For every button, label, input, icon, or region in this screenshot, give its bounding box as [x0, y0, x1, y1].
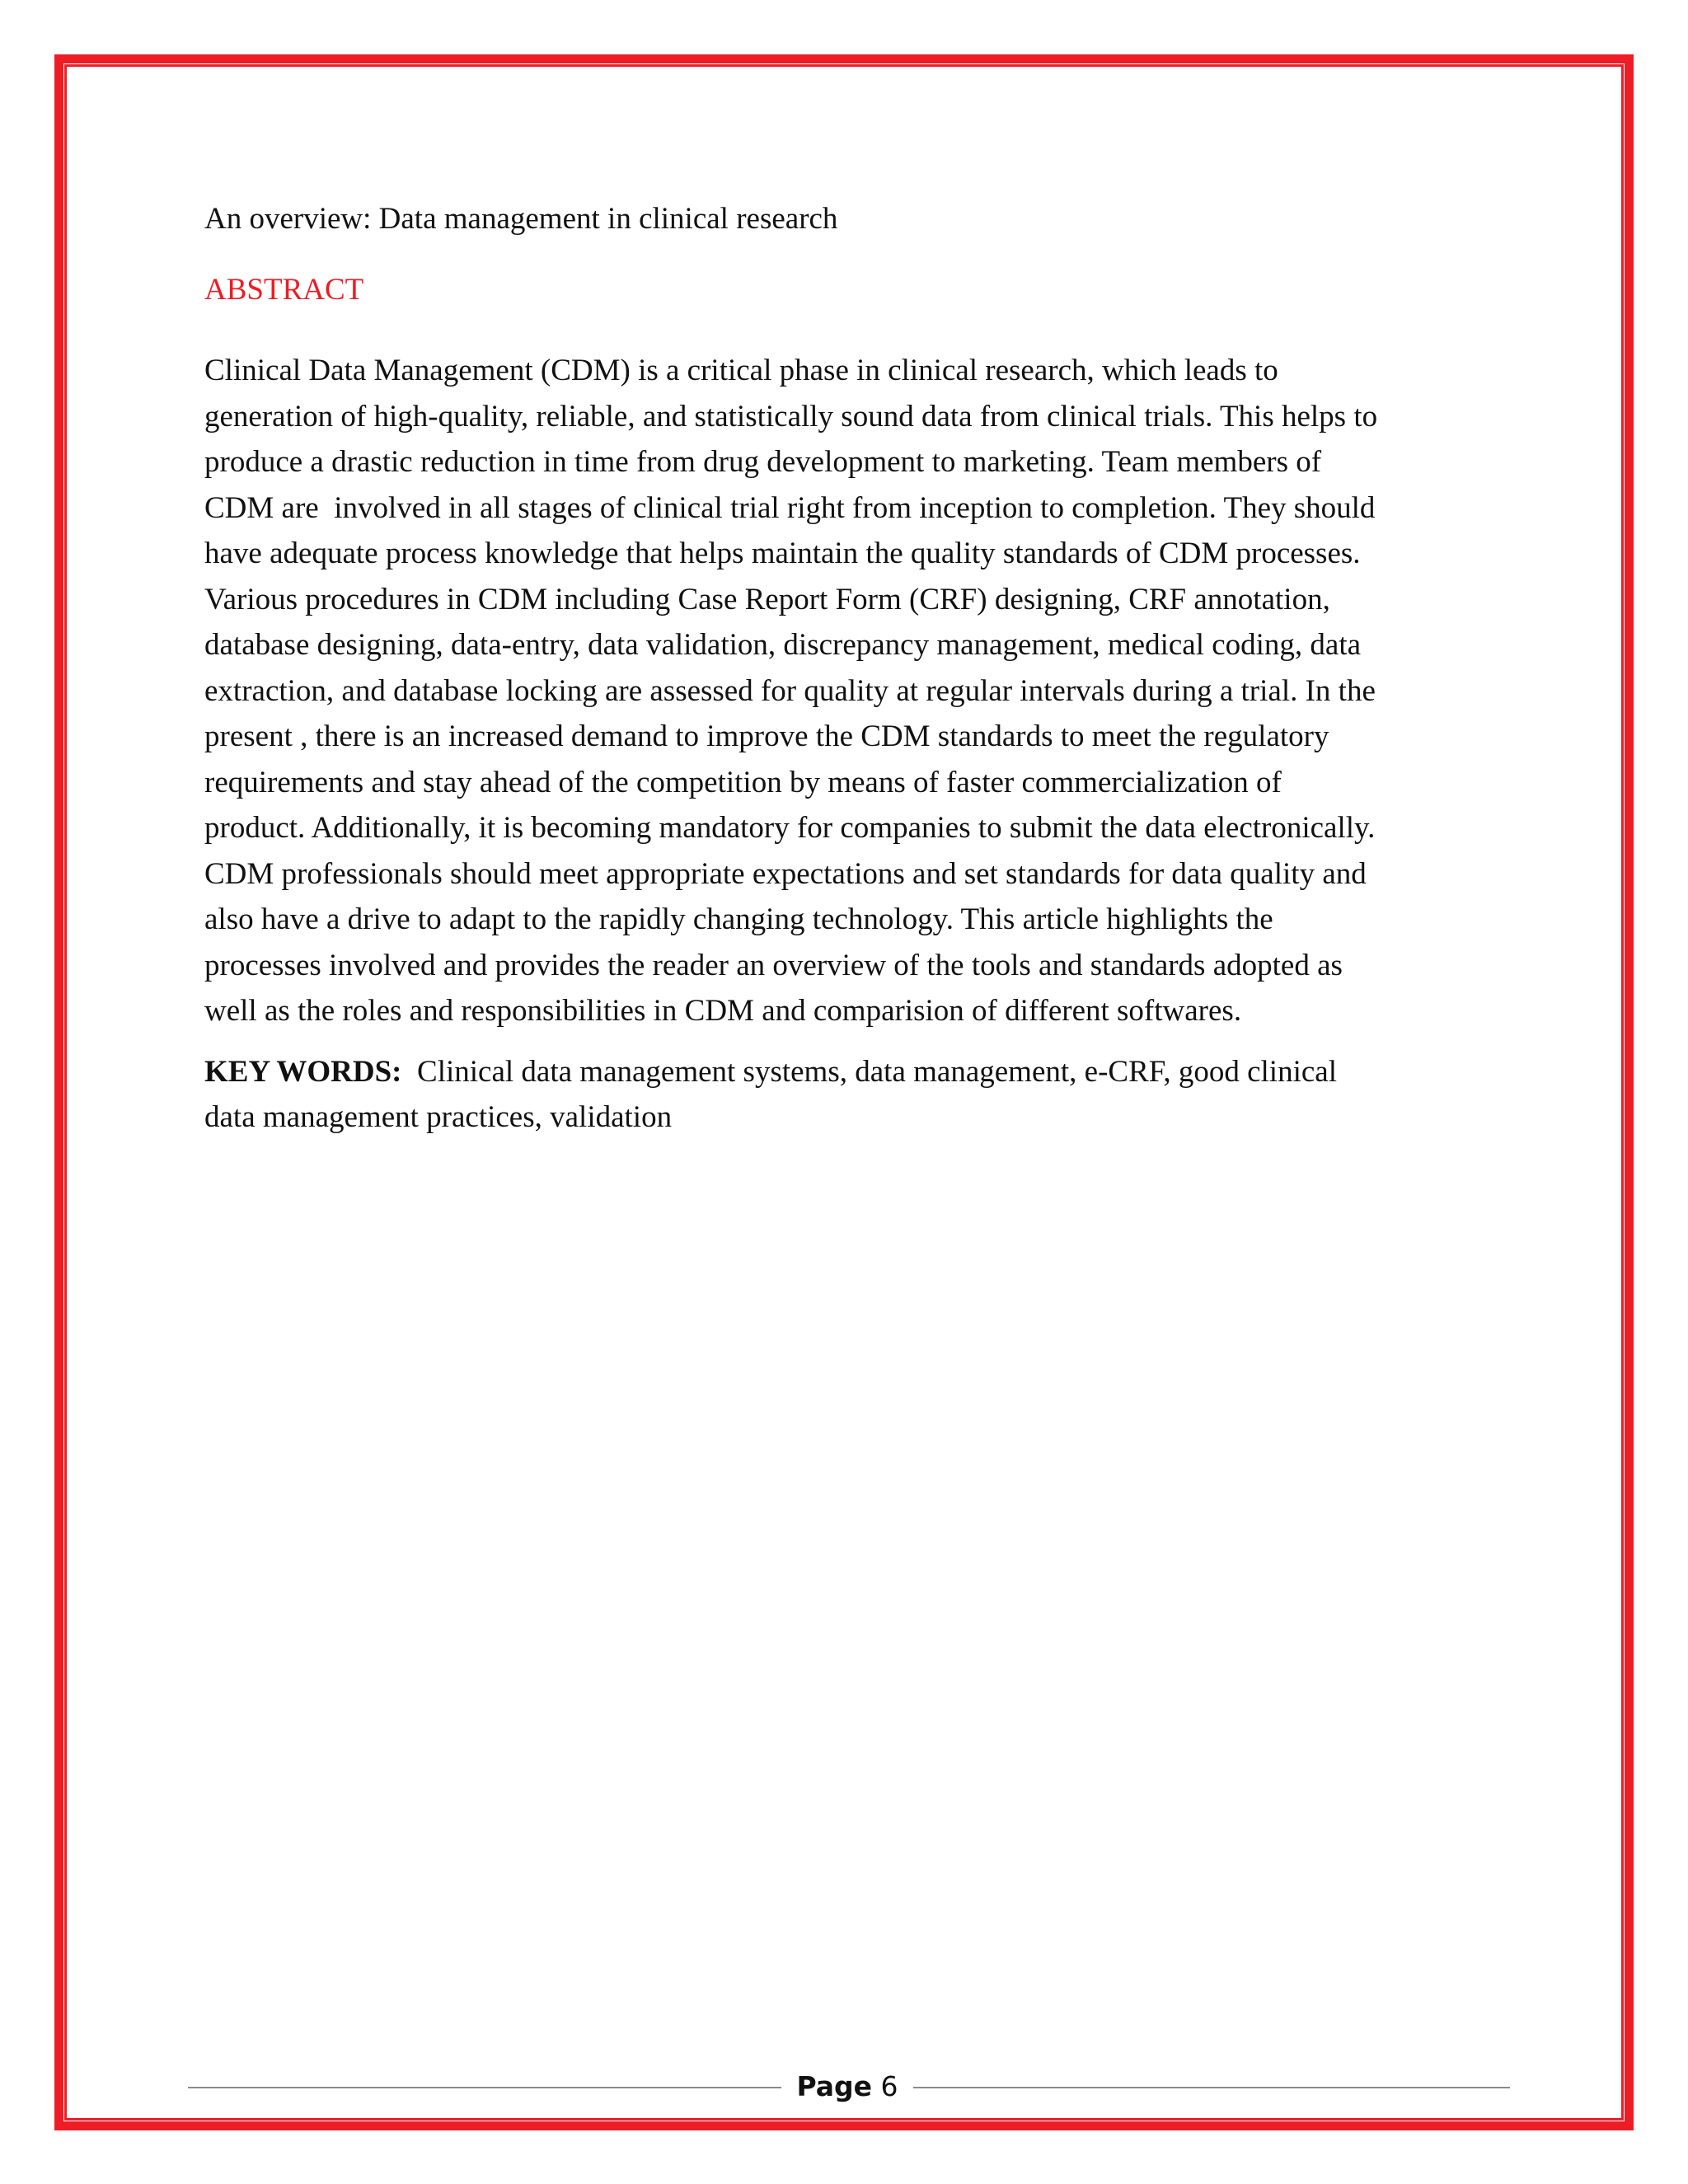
abstract-line: CDM professionals should meet appropriate expectations and set standards for data quality and [204, 856, 1367, 891]
abstract-body [204, 348, 1490, 1034]
page-word: Page [796, 2070, 873, 2102]
footer-rule-right [913, 2087, 1510, 2088]
abstract-line: Various procedures in CDM including Case Report Form (CRF) designing, CRF annotation, [204, 582, 1330, 616]
abstract-line: produce a drastic reduction in time from drug development to marketing. Team members of [204, 445, 1322, 479]
abstract-line: generation of high-quality, reliable, and statistically sound data from clinical trials. This helps to [204, 399, 1378, 434]
abstract-line: requirements and stay ahead of the competition by means of faster commercialization of [204, 765, 1282, 799]
abstract-line: also have a drive to adapt to the rapidly changing technology. This article highlights the [204, 902, 1273, 936]
page-number-label [781, 2069, 913, 2105]
keywords-paragraph [204, 1049, 1490, 1141]
abstract-line: present , there is an increased demand to improve the CDM standards to meet the regulatory [204, 719, 1329, 753]
abstract-line: extraction, and database locking are assessed for quality at regular intervals during a trial. In the [204, 673, 1376, 708]
keywords-label: KEY WORDS: [204, 1054, 402, 1089]
abstract-heading: ABSTRACT [204, 273, 364, 307]
abstract-line: product. Additionally, it is becoming mandatory for companies to submit the data electronically. [204, 811, 1376, 845]
footer-rule-left [188, 2087, 781, 2088]
abstract-line: have adequate process knowledge that helps maintain the quality standards of CDM processes. [204, 537, 1361, 570]
page-number: 6 [880, 2070, 898, 2102]
page-footer [188, 2067, 1510, 2108]
abstract-line: processes involved and provides the reader an overview of the tools and standards adopted as [204, 948, 1343, 982]
abstract-line: well as the roles and responsibilities in CDM and comparision of different softwares. [204, 994, 1242, 1028]
keywords-line: Clinical data management systems, data management, e-CRF, good clinical [417, 1054, 1337, 1089]
abstract-line: database designing, data-entry, data validation, discrepancy management, medical coding, data [204, 628, 1362, 662]
abstract-line: CDM are involved in all stages of clinical trial right from inception to completion. They should [204, 490, 1376, 525]
document-title: An overview: Data management in clinical research [204, 202, 838, 236]
keywords-line: data management practices, validation [204, 1100, 673, 1134]
abstract-line: Clinical Data Management (CDM) is a critical phase in clinical research, which leads to [204, 354, 1278, 387]
document-content [204, 196, 1490, 1141]
